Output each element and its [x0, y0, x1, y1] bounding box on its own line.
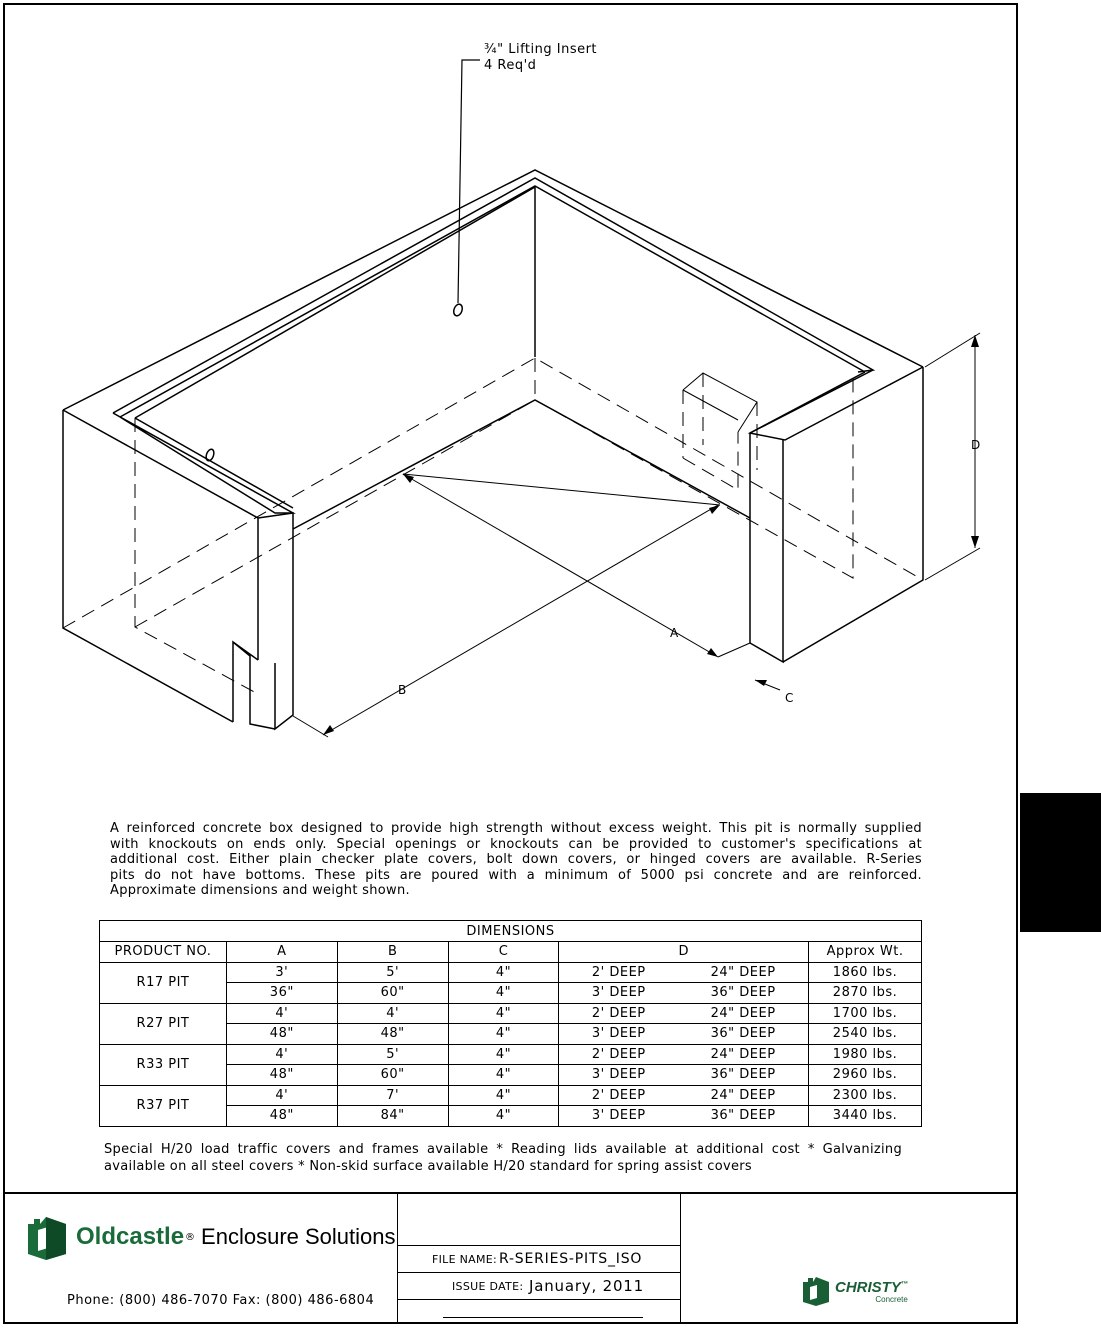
- dim-c-cell: 4": [448, 1065, 559, 1086]
- dim-a-cell: 3': [226, 962, 337, 983]
- dim-c-cell: 4": [448, 1106, 559, 1127]
- callout-line-1: ¾" Lifting Insert: [484, 42, 598, 57]
- weight-cell: 2300 lbs.: [809, 1085, 922, 1106]
- product-description: [110, 821, 922, 899]
- depth-inches: 36" DEEP: [710, 1067, 776, 1083]
- dim-b-cell: 48": [337, 1024, 448, 1045]
- dim-d-cell: [559, 1044, 809, 1065]
- dimension-label-d: D: [971, 438, 981, 452]
- dim-b-cell: 84": [337, 1106, 448, 1127]
- christy-name: CHRISTY: [835, 1279, 901, 1296]
- description-line: A reinforced concrete box designed to provide high strength without excess weight. This pit is normally supplied: [110, 821, 922, 836]
- description-line: additional cost. Either plain checker plate covers, bolt down covers, or hinged covers are available. R-Series: [110, 852, 922, 867]
- callout-line-2: 4 Req'd: [484, 58, 537, 73]
- col-header-d: D: [559, 942, 809, 963]
- weight-cell: 3440 lbs.: [809, 1106, 922, 1127]
- table-header-row: [100, 942, 922, 963]
- depth-feet: 3' DEEP: [591, 985, 646, 1001]
- dim-c-cell: 4": [448, 1044, 559, 1065]
- dim-a-cell: 4': [226, 1003, 337, 1024]
- depth-feet: 2' DEEP: [591, 964, 646, 980]
- weight-cell: 1860 lbs.: [809, 962, 922, 983]
- description-line: with knockouts on ends only. Special openings or knockouts can be provided to customer's specifications at: [110, 836, 922, 852]
- dim-a-cell: 48": [226, 1106, 337, 1127]
- depth-feet: 2' DEEP: [591, 1005, 646, 1021]
- christy-castle-icon: [801, 1276, 831, 1306]
- issue-date-label: ISSUE DATE:: [452, 1280, 524, 1293]
- product-name-cell: R17 PIT: [100, 962, 227, 1003]
- weight-cell: 2540 lbs.: [809, 1024, 922, 1045]
- description-line: Approximate dimensions and weight shown.: [110, 883, 410, 898]
- dimension-label-a: A: [670, 626, 679, 640]
- col-header-b: B: [337, 942, 448, 963]
- dim-a-cell: 48": [226, 1024, 337, 1045]
- dim-c-cell: 4": [448, 1003, 559, 1024]
- christy-logo: [801, 1276, 908, 1306]
- depth-inches: 24" DEEP: [710, 1005, 776, 1021]
- dimension-label-b: B: [398, 683, 407, 697]
- dim-c-cell: 4": [448, 1085, 559, 1106]
- col-header-weight: Approx Wt.: [809, 942, 922, 963]
- dim-d-cell: [559, 1065, 809, 1086]
- weight-cell: 2960 lbs.: [809, 1065, 922, 1086]
- depth-inches: 36" DEEP: [710, 985, 776, 1001]
- depth-inches: 24" DEEP: [710, 964, 776, 980]
- file-name-value: R-SERIES-PITS_ISO: [499, 1251, 643, 1267]
- depth-inches: 36" DEEP: [710, 1108, 776, 1124]
- dim-d-cell: [559, 1085, 809, 1106]
- col-header-product: PRODUCT NO.: [100, 942, 227, 963]
- depth-feet: 2' DEEP: [591, 1087, 646, 1103]
- file-name-label: FILE NAME:: [432, 1253, 498, 1266]
- dim-a-cell: 48": [226, 1065, 337, 1086]
- contact-info: Phone: (800) 486-7070 Fax: (800) 486-6804: [67, 1293, 375, 1308]
- table-title: DIMENSIONS: [100, 921, 922, 942]
- note-line-2: available on all steel covers * Non-skid surface available H/20 standard for spring assist covers: [104, 1159, 753, 1174]
- dim-d-cell: [559, 1106, 809, 1127]
- table-row: [100, 1085, 922, 1106]
- lifting-insert-callout: [484, 42, 597, 74]
- dim-c-cell: 4": [448, 962, 559, 983]
- oldcastle-castle-icon: [24, 1214, 70, 1260]
- depth-inches: 36" DEEP: [710, 1026, 776, 1042]
- dim-b-cell: 5': [337, 962, 448, 983]
- dimensions-table: [99, 920, 922, 1127]
- availability-notes: [104, 1141, 902, 1175]
- trademark-mark: ™: [900, 1281, 908, 1288]
- depth-feet: 2' DEEP: [591, 1046, 646, 1062]
- depth-feet: 3' DEEP: [591, 1067, 646, 1083]
- dimension-label-c: C: [785, 691, 794, 705]
- table-row: [100, 1044, 922, 1065]
- issue-date-value: January, 2011: [529, 1277, 644, 1295]
- company-name-rest: Enclosure Solutions: [201, 1224, 396, 1249]
- description-line: pits do not have bottoms. These pits are poured with a minimum of 5000 psi concrete and are reinforced.: [110, 867, 922, 883]
- dim-d-cell: [559, 983, 809, 1004]
- col-header-c: C: [448, 942, 559, 963]
- depth-feet: 3' DEEP: [591, 1108, 646, 1124]
- title-block-rule: [397, 1299, 680, 1300]
- title-block-divider: [680, 1192, 681, 1324]
- depth-feet: 3' DEEP: [591, 1026, 646, 1042]
- dim-b-cell: 60": [337, 983, 448, 1004]
- dim-b-cell: 4': [337, 1003, 448, 1024]
- dim-a-cell: 36": [226, 983, 337, 1004]
- dim-c-cell: 4": [448, 1024, 559, 1045]
- dim-d-cell: [559, 1003, 809, 1024]
- dim-b-cell: 5': [337, 1044, 448, 1065]
- weight-cell: 2870 lbs.: [809, 983, 922, 1004]
- dim-d-cell: [559, 962, 809, 983]
- weight-cell: 1980 lbs.: [809, 1044, 922, 1065]
- dim-d-cell: [559, 1024, 809, 1045]
- title-block-divider: [397, 1192, 398, 1324]
- depth-inches: 24" DEEP: [710, 1046, 776, 1062]
- note-line-1: Special H/20 load traffic covers and frames available * Reading lids available at additional cost * Galvanizing: [104, 1142, 902, 1157]
- title-block-rule: [397, 1245, 680, 1246]
- table-row: [100, 1003, 922, 1024]
- table-row: [100, 962, 922, 983]
- signature-rule: [443, 1317, 643, 1318]
- dim-b-cell: 7': [337, 1085, 448, 1106]
- company-name-bold: Oldcastle: [76, 1223, 185, 1250]
- dim-c-cell: 4": [448, 983, 559, 1004]
- weight-cell: 1700 lbs.: [809, 1003, 922, 1024]
- dim-a-cell: 4': [226, 1085, 337, 1106]
- table-body: [100, 962, 922, 1126]
- dim-b-cell: 60": [337, 1065, 448, 1086]
- product-name-cell: R27 PIT: [100, 1003, 227, 1044]
- christy-subtitle: Concrete: [875, 1295, 908, 1304]
- dim-a-cell: 4': [226, 1044, 337, 1065]
- col-header-a: A: [226, 942, 337, 963]
- product-name-cell: R33 PIT: [100, 1044, 227, 1085]
- registered-mark: ®: [185, 1231, 196, 1243]
- section-tab: [1020, 793, 1101, 932]
- title-block-rule: [397, 1272, 680, 1273]
- oldcastle-logo: [24, 1214, 396, 1260]
- depth-inches: 24" DEEP: [710, 1087, 776, 1103]
- product-name-cell: R37 PIT: [100, 1085, 227, 1126]
